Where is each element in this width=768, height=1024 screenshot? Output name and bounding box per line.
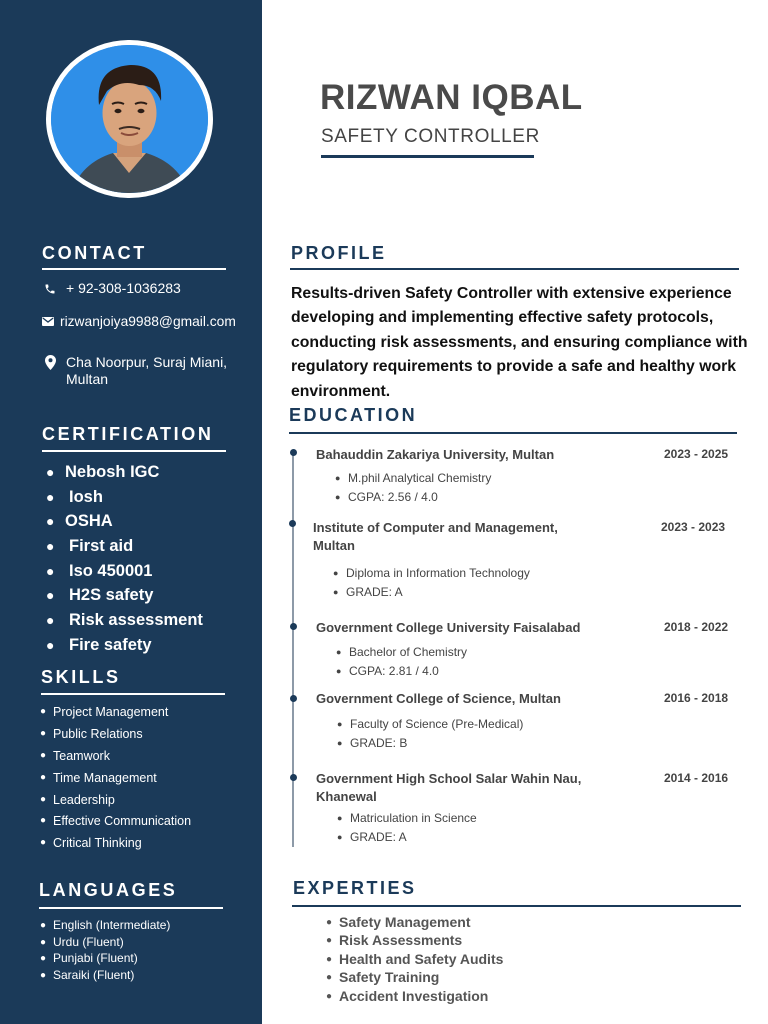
education-details bbox=[336, 644, 467, 681]
timeline-dot bbox=[290, 623, 297, 630]
contact-phone bbox=[40, 280, 181, 297]
expertise-heading: EXPERTIES bbox=[293, 878, 417, 898]
profile-photo bbox=[51, 45, 208, 193]
education-years: 2023 - 2025 bbox=[664, 447, 729, 461]
education-institution: Government College University Faisalabad bbox=[316, 620, 581, 635]
location-pin-icon bbox=[40, 354, 60, 371]
list-item: ● GRADE: B bbox=[337, 735, 408, 750]
education-details bbox=[333, 565, 530, 602]
education-years: 2016 - 2018 bbox=[664, 691, 729, 705]
languages-heading: LANGUAGES bbox=[39, 880, 178, 900]
expertise-list bbox=[326, 914, 503, 1006]
timeline-dot bbox=[289, 520, 296, 527]
profile-summary: Results-driven Safety Controller with extensive experience developing and implementing effective safety protocols, conducting risk assessments, and ensuring compliance with regulatory requirements to provide a safe and healthy work environment. bbox=[291, 285, 748, 400]
phone-number[interactable]: + 92-308-1036283 bbox=[66, 280, 181, 296]
list-item: ● Urdu (Fluent) bbox=[40, 934, 124, 949]
contact-heading: CONTACT bbox=[42, 243, 147, 263]
education-details bbox=[337, 716, 523, 753]
list-item: ● Risk assessment bbox=[46, 611, 203, 630]
list-item: ● Accident Investigation bbox=[326, 987, 489, 1004]
languages-list bbox=[40, 918, 170, 984]
list-item: ● Safety Training bbox=[326, 969, 440, 986]
list-item: ● Public Relations bbox=[40, 726, 143, 741]
list-item: ● M.phil Analytical Chemistry bbox=[335, 471, 492, 485]
list-item: ● Effective Communication bbox=[40, 814, 192, 829]
profile-heading: PROFILE bbox=[291, 243, 387, 263]
education-institution: Government High School Salar Wahin Nau, Khanewal bbox=[316, 771, 582, 804]
list-item: ● Matriculation in Science bbox=[337, 811, 477, 825]
contact-address bbox=[40, 354, 227, 388]
timeline-dot bbox=[290, 774, 297, 781]
list-item: ● GRADE: A bbox=[337, 829, 407, 844]
profile-divider bbox=[290, 268, 739, 270]
email-icon bbox=[40, 313, 55, 330]
skills-list bbox=[40, 704, 191, 857]
education-institution: Bahauddin Zakariya University, Multan bbox=[316, 447, 555, 462]
list-item: ● CGPA: 2.56 / 4.0 bbox=[335, 489, 438, 504]
email-address[interactable]: rizwanjoiya9988@gmail.com bbox=[60, 314, 236, 329]
languages-divider bbox=[39, 907, 223, 909]
list-item: ● Iso 450001 bbox=[46, 561, 153, 580]
list-item: ● Project Management bbox=[40, 705, 169, 719]
list-item: ● Risk Assessments bbox=[326, 932, 463, 949]
address-line-2: Multan bbox=[66, 371, 109, 387]
education-timeline bbox=[292, 452, 294, 847]
list-item: ● Critical Thinking bbox=[40, 836, 142, 851]
list-item: ● Leadership bbox=[40, 792, 115, 807]
list-item: ● Diploma in Information Technology bbox=[333, 566, 530, 580]
expertise-divider bbox=[292, 905, 741, 907]
education-divider bbox=[289, 432, 737, 434]
portrait-illustration bbox=[51, 45, 208, 193]
education-details bbox=[337, 810, 477, 847]
skills-divider bbox=[41, 693, 225, 695]
education-details bbox=[335, 470, 491, 507]
candidate-name: RIZWAN IQBAL bbox=[320, 78, 583, 117]
certification-divider bbox=[42, 450, 226, 452]
list-item: ● Safety Management bbox=[326, 914, 471, 930]
list-item: ● CGPA: 2.81 / 4.0 bbox=[336, 663, 439, 678]
list-item: ● Punjabi (Fluent) bbox=[40, 951, 138, 965]
list-item: ● Time Management bbox=[40, 770, 157, 785]
list-item: ● Iosh bbox=[46, 487, 103, 506]
skills-heading: SKILLS bbox=[41, 667, 121, 687]
phone-icon bbox=[40, 280, 60, 297]
contact-divider bbox=[42, 268, 226, 270]
certification-list bbox=[46, 462, 203, 660]
list-item: ● Fire safety bbox=[46, 635, 152, 654]
education-institution: Government College of Science, Multan bbox=[316, 691, 561, 706]
education-years: 2018 - 2022 bbox=[664, 620, 729, 634]
list-item: ● Bachelor of Chemistry bbox=[336, 645, 468, 659]
sidebar bbox=[0, 0, 262, 1024]
education-years: 2023 - 2023 bbox=[661, 520, 726, 534]
list-item: ● Teamwork bbox=[40, 748, 110, 763]
job-title: SAFETY CONTROLLER bbox=[321, 126, 540, 147]
list-item: ● Health and Safety Audits bbox=[326, 950, 504, 967]
education-institution: Institute of Computer and Management, Multan bbox=[313, 520, 558, 553]
timeline-dot bbox=[290, 695, 297, 702]
list-item: ● H2S safety bbox=[46, 586, 154, 605]
contact-email bbox=[40, 313, 236, 330]
list-item: ● Saraiki (Fluent) bbox=[40, 967, 135, 982]
address-line-1: Cha Noorpur, Suraj Miani, bbox=[66, 354, 228, 370]
list-item: ● Nebosh IGC bbox=[46, 463, 160, 481]
timeline-dot bbox=[290, 449, 297, 456]
list-item: ● GRADE: A bbox=[333, 584, 403, 599]
list-item: ● First aid bbox=[46, 537, 134, 556]
title-underline bbox=[321, 155, 534, 158]
education-years: 2014 - 2016 bbox=[664, 771, 729, 785]
certification-heading: CERTIFICATION bbox=[42, 424, 214, 444]
list-item: ● OSHA bbox=[46, 512, 113, 531]
list-item: ● English (Intermediate) bbox=[40, 918, 171, 932]
education-heading: EDUCATION bbox=[289, 405, 418, 425]
address-text bbox=[66, 354, 227, 388]
profile-photo-frame bbox=[46, 40, 213, 198]
list-item: ● Faculty of Science (Pre-Medical) bbox=[337, 717, 524, 731]
